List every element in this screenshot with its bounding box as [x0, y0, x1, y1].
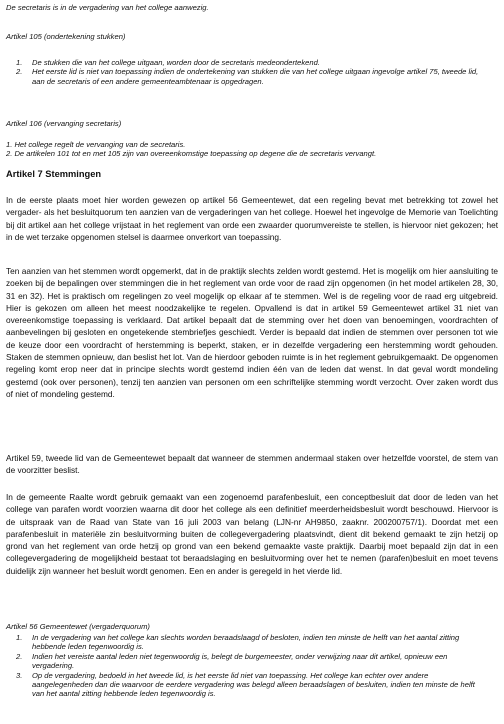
art106-list [6, 140, 496, 159]
list-item: 2. Het eerste lid is niet van toepassing indien de ondertekening van stukken die van het college uitgaan ingevolge artikel 75, tweede lid, aan de secretaris of een andere gemeenteambtenaar is opgedragen. [16, 67, 479, 86]
list-item: 3. Op de vergadering, bedoeld in het tweede lid, is het eerste lid niet van toepassing. Het college kan echter over andere aangelegenheden dan die waarvoor de eerdere vergadering was belegd alleen beraadslagen of besluiten, indien ten minste de helft van het aantal zitting hebbende leden tegenwoordig is. [16, 670, 475, 699]
art56-list [6, 633, 476, 699]
list-item: 1. In de vergadering van het college kan slechts worden beraadslaagd of besloten, indien ten minste de helft van het aantal zitting hebbende leden tegenwoordig is. [16, 633, 460, 652]
intro-line: De secretaris is in de vergadering van het college aanwezig. [6, 3, 209, 12]
paragraph-quorum: In de eerste plaats moet hier worden gewezen op artikel 56 Gemeentewet, dat een regeling bevat met betrekking tot zowel het vergader- als het besluitquorum ten aanzien van de vergaderingen van het college. Hoewel het ingevolge de Memorie van Toelichting bij dit artikel aan het college vrijstaat in het reglement van orde een zwaarder quorumvereiste te stellen, is hiervoor niet gekozen; het in de wet terzake opgenomen stelsel is daarmee onverkort van toepassing. [6, 195, 498, 242]
list-item: 2. De artikelen 101 tot en met 105 zijn van overeenkomstige toepassing op degene die de secretaris vervangt. [6, 149, 377, 159]
list-item: 2. Indien het vereiste aantal leden niet tegenwoordig is, belegt de burgemeester, onder verwijzing naar dit artikel, opnieuw een vergadering. [16, 651, 448, 671]
art105-title: Artikel 105 (ondertekening stukken) [6, 32, 126, 41]
section-heading: Artikel 7 Stemmingen [6, 169, 102, 179]
art56-title: Artikel 56 Gemeentewet (vergaderquorum) [6, 622, 150, 631]
art105-list [6, 58, 488, 86]
paragraph-parafenbesluit: In de gemeente Raalte wordt gebruik gemaakt van een zogenoemd parafenbesluit, een conceptbesluit dat door de leden van het college van parafen wordt voorzien waarna dit door het college als een definitief meerderheidsbesluit wordt beschouwd. Hiervoor is de uitspraak van de Raad van State van 16 juli 2003 van belang (LJN-nr AH9850, zaaknr. 200200757/1). Doordat met een parafenbesluit in materiële zin besluitvorming buiten de collegevergadering plaatsvindt, dient dit bekend gemaakt te zijn hetzij op grond van het reglement van orde hetzij op grond van een bekend gemaakte vaste praktijk. Daarbij moet bepaald zijn dat in een collegevergadering de mogelijkheid bestaat tot beraadslaging en besluitvorming over het te nemen (parafen)besluit en moet tevens duidelijk zijn wanneer het besluit wordt genomen. Een en ander is geregeld in het vierde lid. [6, 492, 498, 576]
list-item: 1. De stukken die van het college uitgaan, worden door de secretaris medeondertekend. [16, 58, 320, 67]
list-item: 1. Het college regelt de vervanging van de secretaris. [6, 140, 186, 149]
art106-title: Artikel 106 (vervanging secretaris) [6, 119, 122, 128]
paragraph-artikel59: Artikel 59, tweede lid van de Gemeentewet bepaalt dat wanneer de stemmen andermaal staken over hetzelfde voorstel, de stem van de voorzitter beslist. [6, 453, 498, 476]
paragraph-stemmen: Ten aanzien van het stemmen wordt opgemerkt, dat in de praktijk slechts zelden wordt gestemd. Het is mogelijk om hier aansluiting te zoeken bij de bepalingen over stemmingen die in het reglement van orde voor de raad zijn opgenomen (in het model artikelen 28, 30, 31 en 32). Het is praktisch om regelingen zo veel mogelijk op elkaar af te stemmen. Wel is de regeling voor de raad erg uitgebreid. Hier is gekozen om alleen het meest noodzakelijke te regelen. Opvallend is dat in artikel 59 Gemeentewet artikel 31 niet van overeenkomstige toepassing is verklaard. Dat artikel bepaalt dat de stemming over het doen van benoemingen, voordrachten of aanbevelingen bij gesloten en ongetekende stembriefjes geschiedt. Verder is bepaald dat indien de stemmen over personen tot wie de keuze door een voordracht of herstemming is beperkt, staken, er in dezelfde vergadering een herstemming wordt gehouden. Staken de stemmen opnieuw, dan beslist het lot. Van de hierdoor geboden ruimte is in het reglement gebruikgemaakt. De opgenomen regeling komt erop neer dat in principe slechts wordt gestemd indien één van de leden dat wenst. In dat geval wordt mondeling gestemd (ook over personen), tenzij ten aanzien van personen om een schriftelijke stemming wordt verzocht. Over zaken wordt dus of niet of mondeling gestemd. [6, 266, 498, 399]
